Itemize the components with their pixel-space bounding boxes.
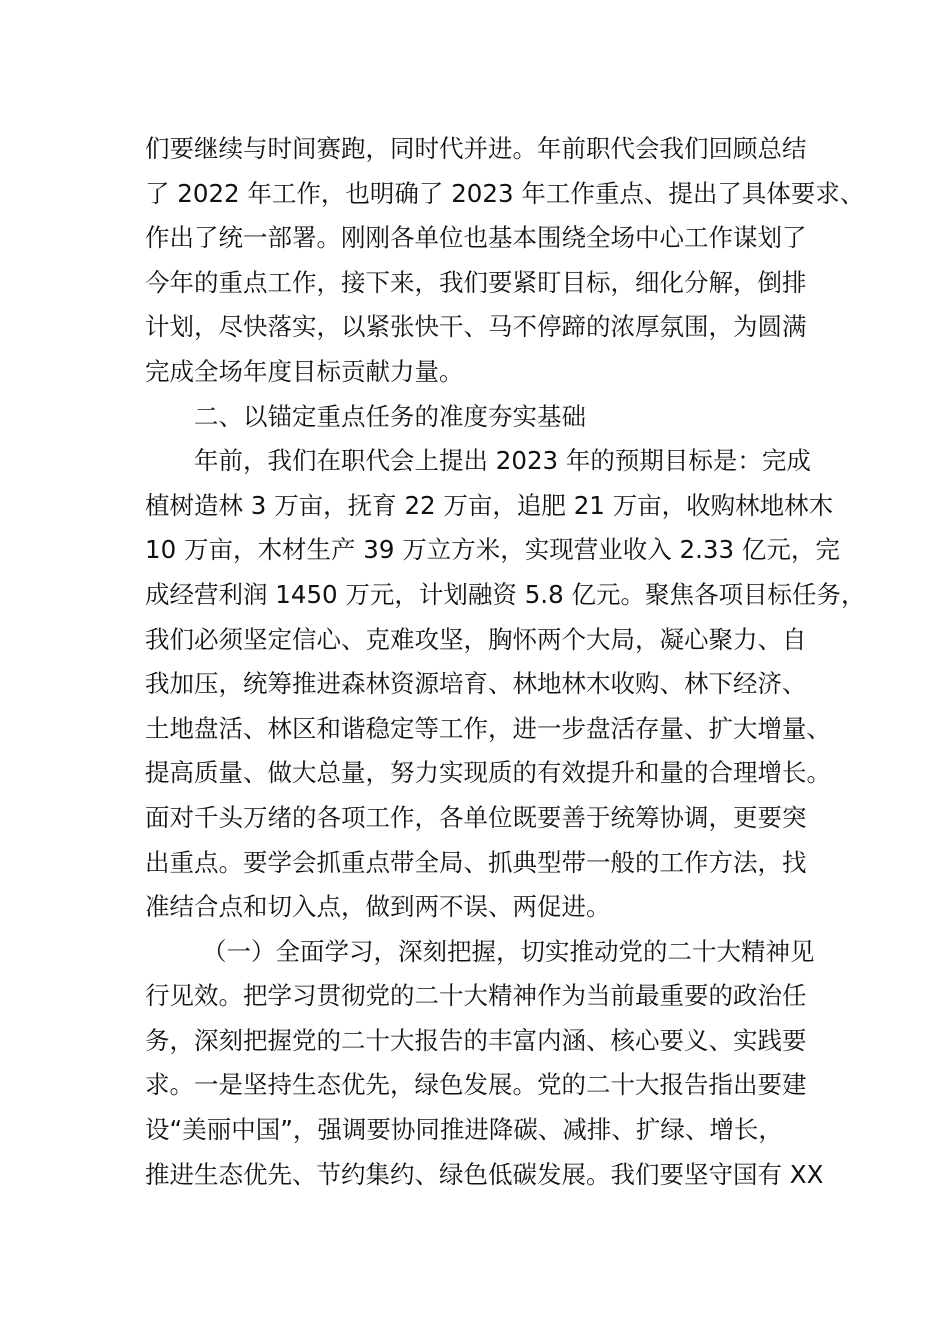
text-line: 推进生态优先、节约集约、绿色低碳发展。我们要坚守国有 XX (145, 1159, 824, 1189)
text-line: 今年的重点工作，接下来，我们要紧盯目标，细化分解，倒排 (145, 267, 807, 297)
text-line: 完成全场年度目标贡献力量。 (145, 356, 464, 386)
text-line: 成经营利润 1450 万元，计划融资 5.8 亿元。聚焦各项目标任务， (145, 579, 866, 609)
text-line: 提高质量、做大总量，努力实现质的有效提升和量的合理增长。 (145, 758, 831, 788)
text-line: 植树造林 3 万亩，抚育 22 万亩，追肥 21 万亩，收购林地林木 (145, 490, 834, 520)
text-line: 设“美丽中国”，强调要协同推进降碳、减排、扩绿、增长， (145, 1115, 783, 1145)
text-line: 面对千头万绪的各项工作，各单位既要善于统筹协调，更要突 (145, 802, 807, 832)
text-line: 求。一是坚持生态优先，绿色发展。党的二十大报告指出要建 (145, 1070, 807, 1100)
paragraph-first-line: 年前，我们在职代会上提出 2023 年的预期目标是：完成 (194, 446, 811, 476)
text-line: 作出了统一部署。刚刚各单位也基本围绕全场中心工作谋划了 (145, 223, 807, 253)
text-line: 们要继续与时间赛跑，同时代并进。年前职代会我们回顾总结 (145, 134, 807, 163)
subsection-heading: （一）全面学习，深刻把握，切实推动党的二十大精神见 (202, 936, 815, 966)
section-heading: 二、以锚定重点任务的准度夯实基础 (194, 401, 586, 431)
text-line: 计划，尽快落实，以紧张快干、马不停蹄的浓厚氛围，为圆满 (145, 312, 807, 342)
text-line: 务，深刻把握党的二十大报告的丰富内涵、核心要义、实践要 (145, 1025, 807, 1055)
text-line: 我们必须坚定信心、克难攻坚，胸怀两个大局，凝心聚力、自 (145, 624, 807, 654)
text-line: 10 万亩，木材生产 39 万立方米，实现营业收入 2.33 亿元，完 (145, 535, 840, 565)
text-line: 行见效。把学习贯彻党的二十大精神作为当前最重要的政治任 (145, 981, 807, 1011)
document-body (145, 127, 866, 1197)
text-line: 土地盘活、林区和谐稳定等工作，进一步盘活存量、扩大增量、 (145, 713, 831, 743)
text-line: 出重点。要学会抓重点带全局、抓典型带一般的工作方法，找 (145, 847, 807, 877)
text-line: 了 2022 年工作，也明确了 2023 年工作重点、提出了具体要求、 (145, 178, 865, 208)
text-line: 准结合点和切入点，做到两不误、两促进。 (145, 892, 611, 922)
text-line: 我加压，统筹推进森林资源培育、林地林木收购、林下经济、 (145, 669, 807, 699)
